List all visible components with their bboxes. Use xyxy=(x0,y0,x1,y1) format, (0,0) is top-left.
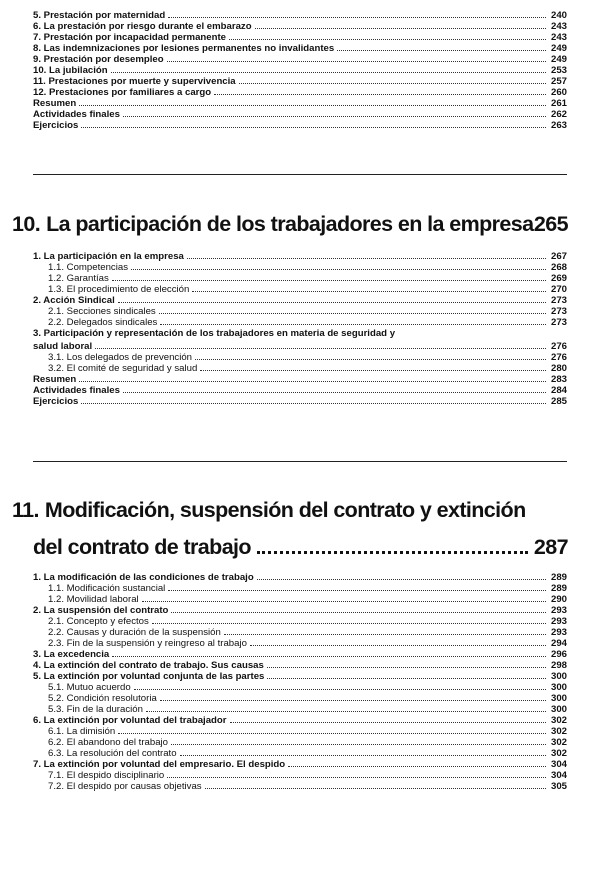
toc-entry[interactable] xyxy=(33,251,567,262)
leader-dots xyxy=(267,660,546,668)
toc-entry-page: 300 xyxy=(550,693,567,704)
leader-dots xyxy=(95,341,546,349)
leader-dots xyxy=(168,10,546,18)
leader-dots xyxy=(112,649,546,657)
toc-entry[interactable] xyxy=(33,594,567,605)
toc-entry-label: 1. La participación en la empresa xyxy=(33,251,184,262)
toc-entry-label: 2. La suspensión del contrato xyxy=(33,605,169,616)
toc-entry[interactable] xyxy=(33,109,567,120)
leader-dots xyxy=(257,572,546,580)
leader-dots xyxy=(267,671,546,679)
toc-entry-page: 305 xyxy=(550,781,567,792)
toc-entry-label: Actividades finales xyxy=(33,109,120,120)
toc-entry-page: 243 xyxy=(550,32,567,43)
divider xyxy=(33,461,567,462)
leader-dots xyxy=(224,627,546,635)
chapter-page: 265 xyxy=(533,212,568,236)
toc-entry[interactable] xyxy=(33,10,567,21)
toc-entry-label: 5. La extinción por voluntad conjunta de las partes xyxy=(33,671,265,682)
leader-dots xyxy=(255,21,546,29)
toc-entry-label: 2.1. Concepto y efectos xyxy=(48,616,149,627)
toc-entry-label: 1.3. El procedimiento de elección xyxy=(48,284,190,295)
toc-entry[interactable] xyxy=(33,341,567,352)
toc-entry-page: 302 xyxy=(550,726,567,737)
toc-entry-page: 243 xyxy=(550,21,567,32)
toc-entry-label: 7. La extinción por voluntad del empresario. El despido xyxy=(33,759,286,770)
leader-dots xyxy=(239,76,546,84)
toc-entry-page: 253 xyxy=(550,65,567,76)
toc-entry[interactable] xyxy=(33,572,567,583)
leader-dots xyxy=(214,87,546,95)
leader-dots xyxy=(123,109,546,117)
chapter-11-heading-line2[interactable] xyxy=(33,535,568,560)
toc-entry-page: 293 xyxy=(550,627,567,638)
toc-entry-label: Ejercicios xyxy=(33,396,79,407)
toc-chapter-10 xyxy=(33,251,567,407)
toc-entry-page: 300 xyxy=(550,682,567,693)
toc-entry-page: 261 xyxy=(550,98,567,109)
toc-entry-label: 8. Las indemnizaciones por lesiones permanentes no invalidantes xyxy=(33,43,335,54)
toc-entry-label: 2.2. Causas y duración de la suspensión xyxy=(48,627,221,638)
toc-entry-page: 276 xyxy=(550,352,567,363)
leader-dots xyxy=(111,65,546,73)
toc-entry[interactable] xyxy=(33,715,567,726)
leader-dots xyxy=(337,43,546,51)
leader-dots xyxy=(187,251,546,259)
leader-dots xyxy=(118,726,546,734)
leader-dots xyxy=(159,306,546,314)
leader-dots xyxy=(160,317,546,325)
toc-entry[interactable] xyxy=(33,781,567,792)
toc-entry-label: 3.1. Los delegados de prevención xyxy=(48,352,193,363)
toc-entry[interactable] xyxy=(33,120,567,131)
chapter-title-line2: del contrato de trabajo xyxy=(33,535,251,559)
toc-entry-page: 268 xyxy=(550,262,567,273)
leader-dots xyxy=(79,98,546,106)
toc-entry-label: 1.2. Garantías xyxy=(48,273,109,284)
chapter-title: La participación de los trabajadores en la empresa xyxy=(46,212,534,236)
toc-entry-page: 290 xyxy=(550,594,567,605)
toc-entry[interactable] xyxy=(33,76,567,87)
leader-dots xyxy=(81,396,546,404)
toc-entry[interactable] xyxy=(33,671,567,682)
toc-entry-page: 273 xyxy=(550,306,567,317)
toc-entry[interactable] xyxy=(33,32,567,43)
toc-entry-page: 293 xyxy=(550,616,567,627)
toc-entry-page: 285 xyxy=(550,396,567,407)
toc-entry-page: 296 xyxy=(550,649,567,660)
toc-entry[interactable] xyxy=(33,583,567,594)
toc-entry-label: 2.2. Delegados sindicales xyxy=(48,317,158,328)
leader-dots xyxy=(160,693,546,701)
toc-entry-label: 2. Acción Sindical xyxy=(33,295,115,306)
leader-dots xyxy=(171,605,546,613)
toc-entry-page: 269 xyxy=(550,273,567,284)
toc-entry-page: 280 xyxy=(550,363,567,374)
leader-dots xyxy=(167,54,546,62)
toc-entry[interactable] xyxy=(33,638,567,649)
toc-entry-page: 240 xyxy=(550,10,567,21)
divider xyxy=(33,174,567,175)
chapter-10-heading[interactable] xyxy=(12,212,568,237)
toc-entry[interactable] xyxy=(33,262,567,273)
leader-dots xyxy=(192,284,546,292)
toc-entry-label: 5.3. Fin de la duración xyxy=(48,704,143,715)
leader-dots xyxy=(195,352,546,360)
toc-entry[interactable] xyxy=(33,363,567,374)
toc-entry[interactable] xyxy=(33,616,567,627)
leader-dots xyxy=(250,638,546,646)
leader-dots xyxy=(81,120,546,128)
toc-entry-label: 6.2. El abandono del trabajo xyxy=(48,737,169,748)
toc-entry-label: 3. Participación y representación de los trabajadores en materia de seguridad y xyxy=(33,328,396,339)
leader-dots xyxy=(146,704,546,712)
toc-entry[interactable] xyxy=(33,627,567,638)
leader-dots xyxy=(180,748,546,756)
toc-entry-page: 260 xyxy=(550,87,567,98)
toc-entry[interactable] xyxy=(33,87,567,98)
toc-entry[interactable] xyxy=(33,737,567,748)
toc-entry-label: 6. La extinción por voluntad del trabajador xyxy=(33,715,227,726)
toc-entry-page: 302 xyxy=(550,748,567,759)
leader-dots xyxy=(79,374,546,382)
toc-entry[interactable] xyxy=(33,693,567,704)
toc-entry-page: 300 xyxy=(550,671,567,682)
toc-entry-page: 283 xyxy=(550,374,567,385)
leader-dots xyxy=(288,759,546,767)
toc-entry-label: 6.3. La resolución del contrato xyxy=(48,748,177,759)
toc-entry-label: Actividades finales xyxy=(33,385,120,396)
leader-dots xyxy=(134,682,546,690)
toc-entry-page: 262 xyxy=(550,109,567,120)
chapter-title-line1: Modificación, suspensión del contrato y extinción xyxy=(44,498,526,522)
toc-section-a xyxy=(33,10,567,131)
leader-dots xyxy=(229,32,546,40)
toc-entry[interactable] xyxy=(33,65,567,76)
toc-entry-label: 5. Prestación por maternidad xyxy=(33,10,166,21)
toc-entry-label: 5.2. Condición resolutoria xyxy=(48,693,157,704)
toc-entry[interactable] xyxy=(33,374,567,385)
leader-dots xyxy=(257,537,528,554)
toc-entry[interactable] xyxy=(33,98,567,109)
chapter-11-heading[interactable] xyxy=(12,498,568,523)
toc-entry-page: 276 xyxy=(550,341,567,352)
toc-entry-label: 10. La jubilación xyxy=(33,65,108,76)
toc-entry-label: 2.3. Fin de la suspensión y reingreso al trabajo xyxy=(48,638,247,649)
leader-dots xyxy=(205,781,546,789)
toc-entry-page: 249 xyxy=(550,54,567,65)
toc-entry-label: 1.2. Movilidad laboral xyxy=(48,594,139,605)
toc-entry-label: 2.1. Secciones sindicales xyxy=(48,306,156,317)
toc-entry-label: 6. La prestación por riesgo durante el embarazo xyxy=(33,21,252,32)
toc-entry-label: 11. Prestaciones por muerte y supervivencia xyxy=(33,76,236,87)
leader-dots xyxy=(123,385,546,393)
toc-entry-label: 12. Prestaciones por familiares a cargo xyxy=(33,87,212,98)
toc-entry-label: 3.2. El comité de seguridad y salud xyxy=(48,363,198,374)
toc-entry-label: 7. Prestación por incapacidad permanente xyxy=(33,32,227,43)
toc-entry-page: 289 xyxy=(550,572,567,583)
leader-dots xyxy=(200,363,546,371)
toc-entry[interactable] xyxy=(33,726,567,737)
toc-entry-page: 273 xyxy=(550,317,567,328)
toc-entry[interactable] xyxy=(33,770,567,781)
toc-entry[interactable] xyxy=(33,295,567,306)
toc-entry[interactable] xyxy=(33,385,567,396)
chapter-page: 287 xyxy=(533,535,568,559)
toc-entry-page: 263 xyxy=(550,120,567,131)
toc-entry-page: 257 xyxy=(550,76,567,87)
toc-entry-page: 273 xyxy=(550,295,567,306)
toc-entry-label: 9. Prestación por desempleo xyxy=(33,54,164,65)
toc-entry-page: 284 xyxy=(550,385,567,396)
leader-dots xyxy=(230,715,546,723)
toc-entry[interactable] xyxy=(33,605,567,616)
toc-entry[interactable] xyxy=(33,273,567,284)
toc-entry-label: salud laboral xyxy=(33,341,93,352)
toc-entry-label: 6.1. La dimisión xyxy=(48,726,116,737)
leader-dots xyxy=(118,295,546,303)
toc-entry-page: 302 xyxy=(550,715,567,726)
toc-entry[interactable] xyxy=(33,759,567,770)
toc-entry-page: 304 xyxy=(550,759,567,770)
toc-entry[interactable] xyxy=(33,649,567,660)
toc-entry-label: 3. La excedencia xyxy=(33,649,110,660)
toc-entry[interactable] xyxy=(33,317,567,328)
toc-entry[interactable] xyxy=(33,54,567,65)
leader-dots xyxy=(112,273,546,281)
leader-dots xyxy=(167,770,546,778)
toc-entry-label: 1. La modificación de las condiciones de trabajo xyxy=(33,572,254,583)
toc-entry-page: 249 xyxy=(550,43,567,54)
toc-entry[interactable] xyxy=(33,328,567,341)
toc-entry-page: 270 xyxy=(550,284,567,295)
toc-entry-page: 304 xyxy=(550,770,567,781)
toc-entry-page: 300 xyxy=(550,704,567,715)
toc-entry[interactable] xyxy=(33,352,567,363)
toc-entry[interactable] xyxy=(33,43,567,54)
toc-entry[interactable] xyxy=(33,306,567,317)
toc-entry-page: 267 xyxy=(550,251,567,262)
toc-entry[interactable] xyxy=(33,396,567,407)
toc-entry-page: 302 xyxy=(550,737,567,748)
toc-entry-label: 1.1. Modificación sustancial xyxy=(48,583,166,594)
chapter-number: 11. xyxy=(12,498,39,522)
toc-entry-label: Resumen xyxy=(33,98,77,109)
toc-entry[interactable] xyxy=(33,748,567,759)
toc-entry-label: 4. La extinción del contrato de trabajo. Sus causas xyxy=(33,660,264,671)
toc-chapter-11 xyxy=(33,572,567,792)
toc-entry-page: 298 xyxy=(550,660,567,671)
toc-entry[interactable] xyxy=(33,284,567,295)
leader-dots xyxy=(131,262,546,270)
toc-entry-label: 7.2. El despido por causas objetivas xyxy=(48,781,202,792)
toc-entry-label: 7.1. El despido disciplinario xyxy=(48,770,165,781)
leader-dots xyxy=(168,583,546,591)
toc-entry-label: Ejercicios xyxy=(33,120,79,131)
leader-dots xyxy=(171,737,546,745)
chapter-number: 10. xyxy=(12,212,41,236)
toc-entry-label: 5.1. Mutuo acuerdo xyxy=(48,682,131,693)
leader-dots xyxy=(142,594,546,602)
toc-entry[interactable] xyxy=(33,682,567,693)
toc-entry-page: 289 xyxy=(550,583,567,594)
leader-dots xyxy=(152,616,546,624)
toc-entry-page: 293 xyxy=(550,605,567,616)
toc-entry-page: 294 xyxy=(550,638,567,649)
toc-entry[interactable] xyxy=(33,704,567,715)
toc-entry[interactable] xyxy=(33,660,567,671)
toc-entry-label: 1.1. Competencias xyxy=(48,262,128,273)
toc-entry[interactable] xyxy=(33,21,567,32)
toc-entry-label: Resumen xyxy=(33,374,77,385)
